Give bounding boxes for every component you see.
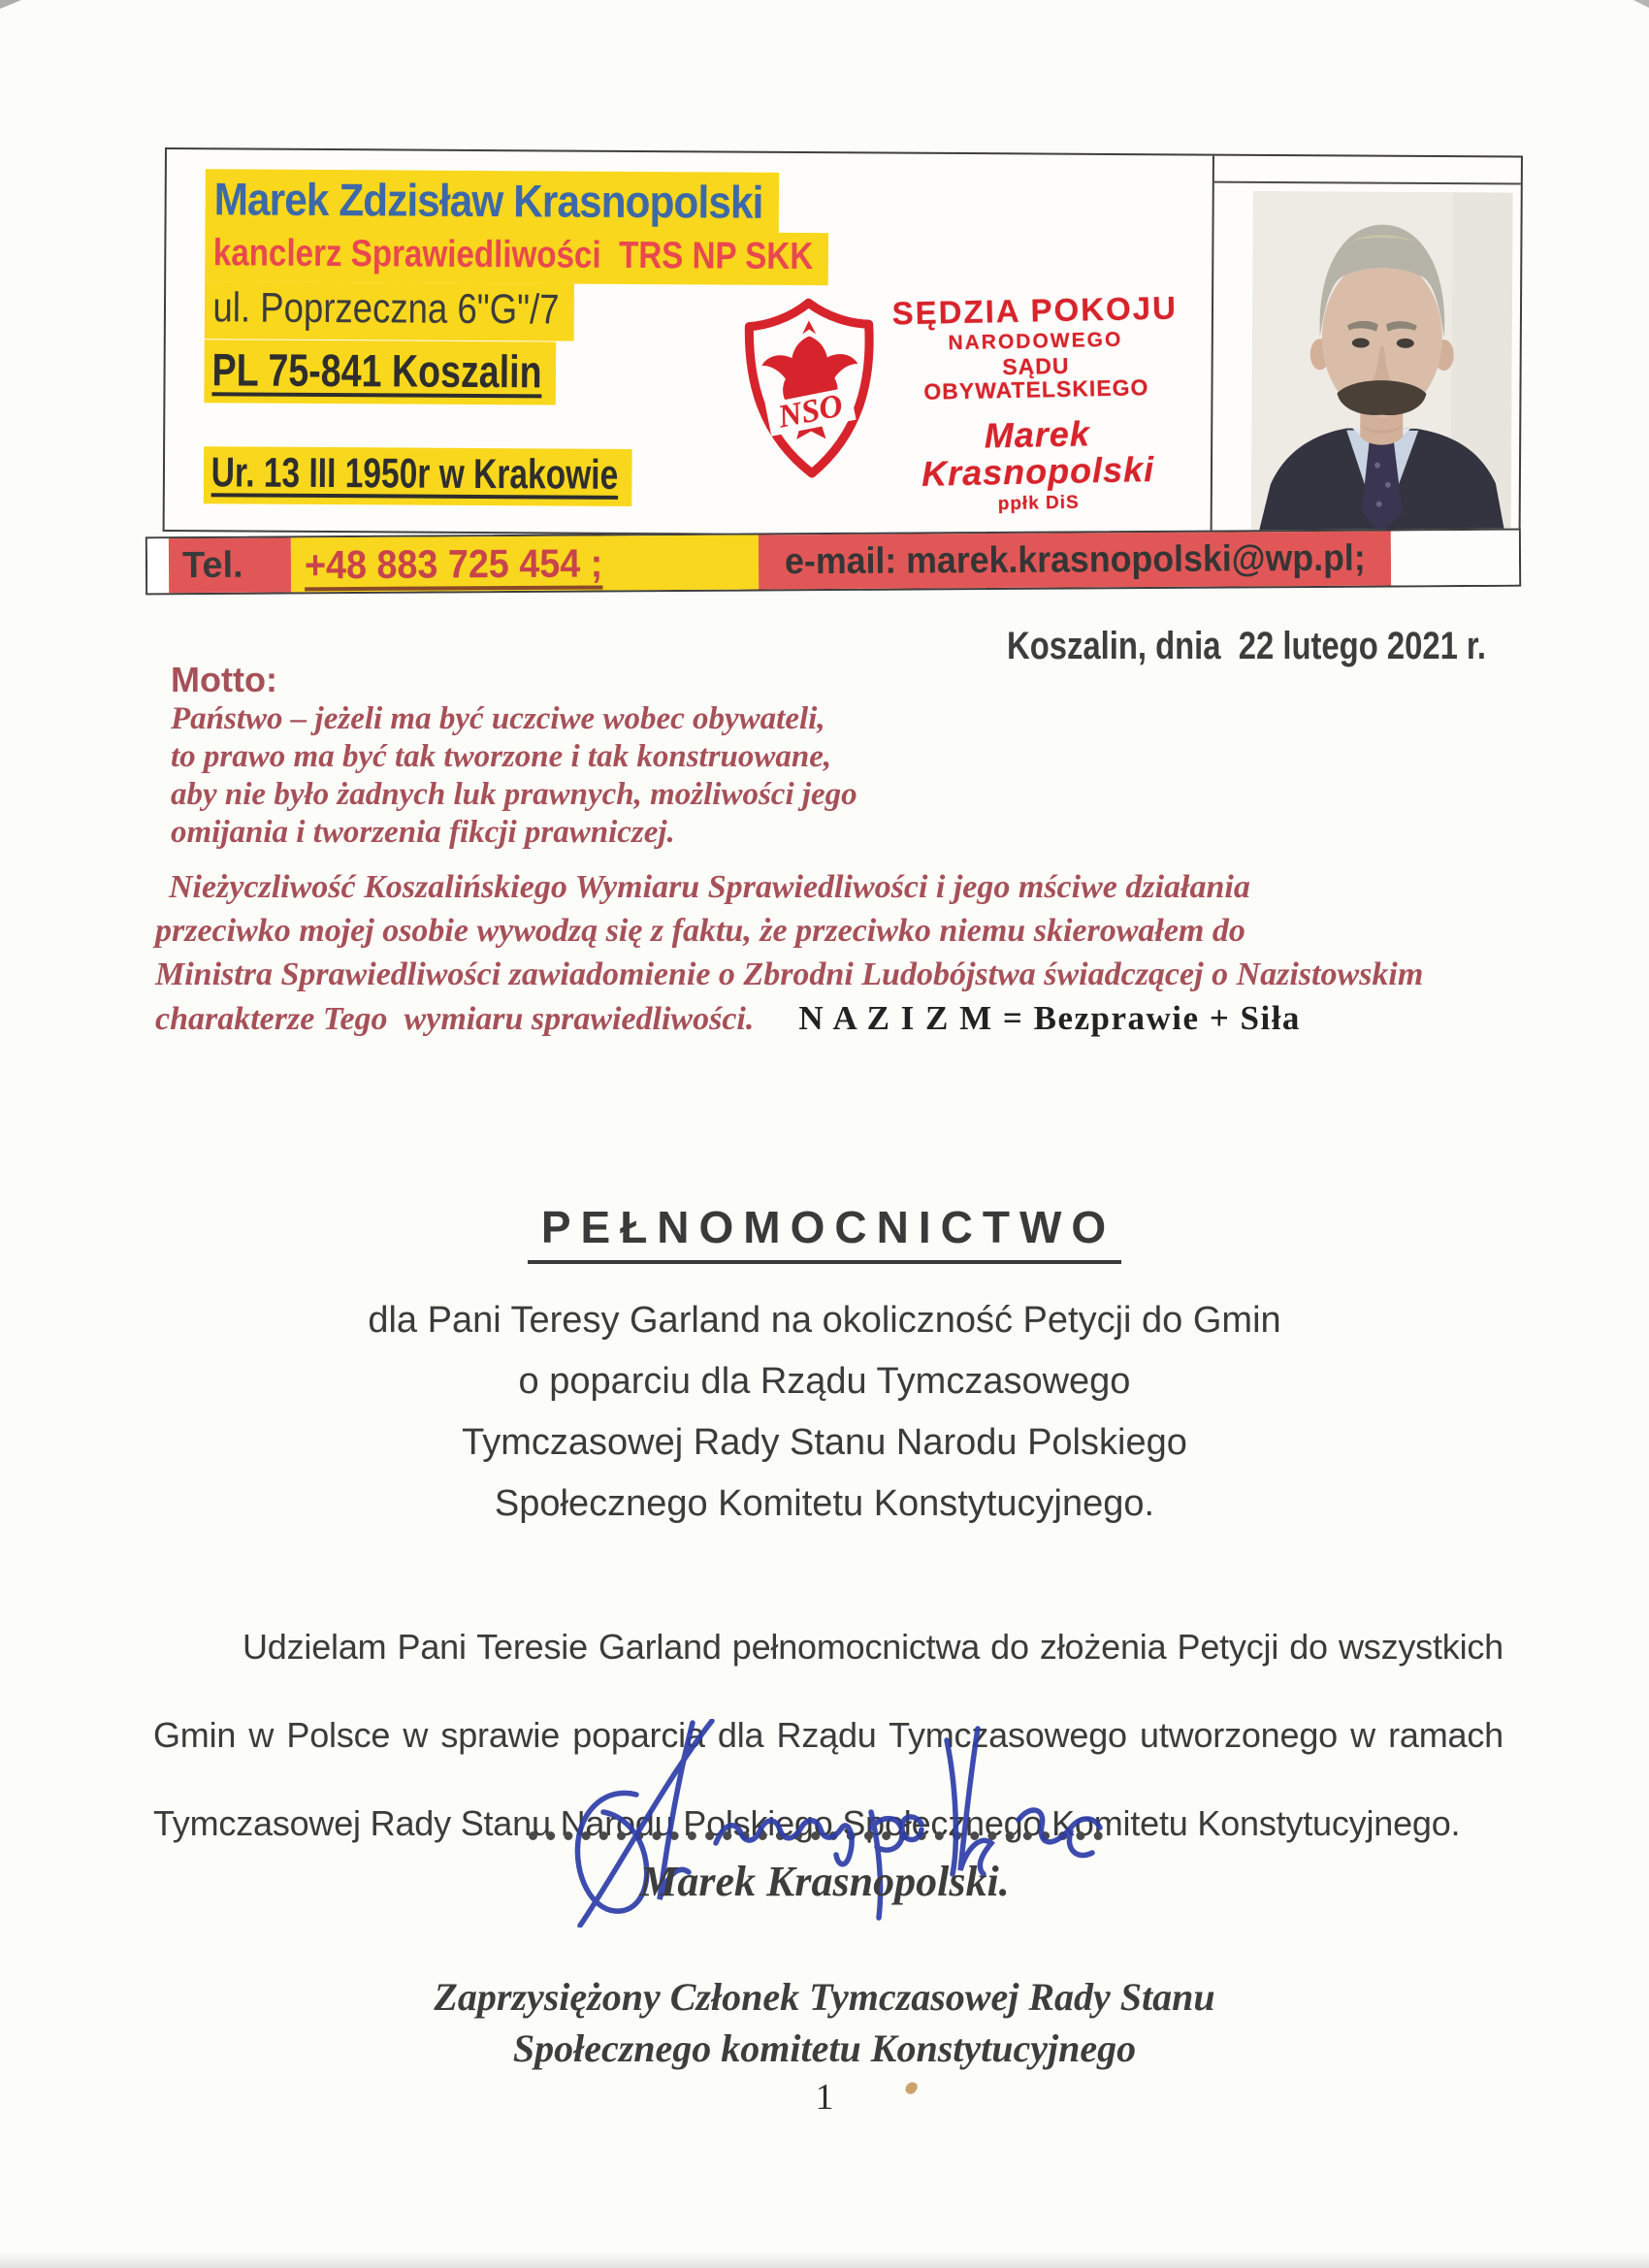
portrait-photo	[1251, 191, 1513, 535]
subtitle-line: Społecznego Komitetu Konstytucyjnego.	[494, 1483, 1155, 1524]
letterhead-role	[205, 229, 828, 285]
signer-printed-name: Marek Krasnopolski.	[639, 1858, 1010, 1905]
date-line: Koszalin, dnia 22 lutego 2021 r.	[1007, 625, 1486, 667]
scan-artifact	[0, 0, 21, 9]
stamp-signer-rank: ppłk DiS	[997, 492, 1080, 514]
email-address	[759, 531, 1391, 589]
letterhead-birthdate	[204, 446, 632, 506]
document-title-text: PEŁNOMOCNICTWO	[528, 1202, 1121, 1264]
grievance-line: przeciwko mojej osobie wywodzą się z faktu, że przeciwko niemu skierowałem do	[155, 913, 1245, 949]
subtitle-line: o poparciu dla Rządu Tymczasowego	[518, 1361, 1131, 1402]
letterhead-role-text: kanclerz Sprawiedliwości TRS NP SKK	[205, 229, 828, 285]
motto-line: aby nie było żadnych luk prawnych, możliwości jego	[171, 777, 857, 812]
stamp-signer-name: Marek Krasnopolski	[921, 413, 1155, 494]
photo-frame-line	[1214, 181, 1521, 185]
letterhead-name	[205, 169, 778, 236]
subtitle-block	[0, 1290, 1649, 1535]
letterhead-street	[205, 281, 574, 340]
nso-rubber-stamp	[733, 285, 1185, 514]
letterhead-postal-city	[204, 340, 556, 405]
page-number: 1	[815, 2077, 834, 2118]
stamp-shield-label: NSO	[775, 387, 846, 436]
letterhead-postal-city-text: PL 75-841 Koszalin	[204, 340, 556, 405]
grievance-line: Ministra Sprawiedliwości zawiadomienie o Zbrodni Ludobójstwa świadczącej o Nazistowskim	[155, 956, 1424, 992]
nazism-equation: N A Z I Z M = Bezprawie + Siła	[798, 999, 1301, 1037]
grievance-line: Nieżyczliwość Koszalińskiego Wymiaru Sprawiedliwości i jego mściwe działania	[169, 869, 1250, 905]
motto-line: Państwo – jeżeli ma być uczciwe wobec obywateli,	[171, 701, 825, 736]
letterhead-street-text: ul. Poprzeczna 6"G"/7	[205, 281, 574, 340]
letterhead-birthdate-text: Ur. 13 III 1950r w Krakowie	[204, 446, 632, 506]
tel-number-text: +48 883 725 454 ;	[304, 539, 603, 587]
shield-eagle-icon	[733, 294, 885, 485]
stamp-text-block	[887, 291, 1185, 516]
contact-bar	[146, 529, 1521, 596]
grievance-paragraph	[155, 865, 1552, 1041]
letterhead-box	[163, 147, 1523, 540]
body-paragraph: Udzielam Pani Teresie Garland pełnomocnictwa do złożenia Petycji do wszystkich Gmin w Polsce w sprawie poparcia dla Rządu Tymczasowego utworzonego w ramach Tymczasowej Rady Stanu Narodu Polskiego Społecznego Komitetu Konstytucyjnego.	[153, 1627, 1504, 1843]
motto-line: omijania i tworzenia fikcji prawniczej.	[171, 815, 675, 850]
email-address-text: e-mail: marek.krasnopolski@wp.pl;	[784, 537, 1366, 582]
motto-label: Motto:	[171, 660, 277, 699]
grievance-line-text: charakterze Tego wymiaru sprawiedliwości.	[155, 1001, 755, 1037]
motto-text	[171, 700, 857, 852]
stamp-line-1: SĘDZIA POKOJU	[891, 289, 1179, 332]
subtitle-line: Tymczasowej Rady Stanu Narodu Polskiego	[462, 1422, 1187, 1463]
scan-artifact	[1633, 0, 1649, 8]
sworn-member-block	[0, 1971, 1649, 2074]
stamp-line-3: SĄDU OBYWATELSKIEGO	[923, 352, 1149, 405]
sworn-line: Społecznego komitetu Konstytucyjnego	[512, 2026, 1137, 2070]
document-title	[0, 1201, 1649, 1253]
contact-bar-end	[1391, 531, 1519, 586]
scan-edge-shadow	[0, 2252, 1649, 2268]
motto-line: to prawo ma być tak tworzone i tak konstruowane,	[171, 739, 832, 774]
male-portrait-photo-icon	[1251, 191, 1513, 535]
sworn-line: Zaprzysiężony Członek Tymczasowej Rady Stanu	[434, 1975, 1215, 2019]
contact-bar-spacer	[147, 538, 169, 593]
letterhead-divider	[1211, 156, 1214, 536]
tel-label: Tel.	[169, 537, 291, 593]
stamp-line-2: NARODOWEGO	[948, 328, 1123, 354]
subtitle-line: dla Pani Teresy Garland na okoliczność Petycji do Gmin	[368, 1300, 1281, 1341]
grievance-line	[155, 996, 1552, 1041]
letterhead-name-text: Marek Zdzisław Krasnopolski	[205, 169, 778, 236]
tel-number	[291, 535, 759, 592]
